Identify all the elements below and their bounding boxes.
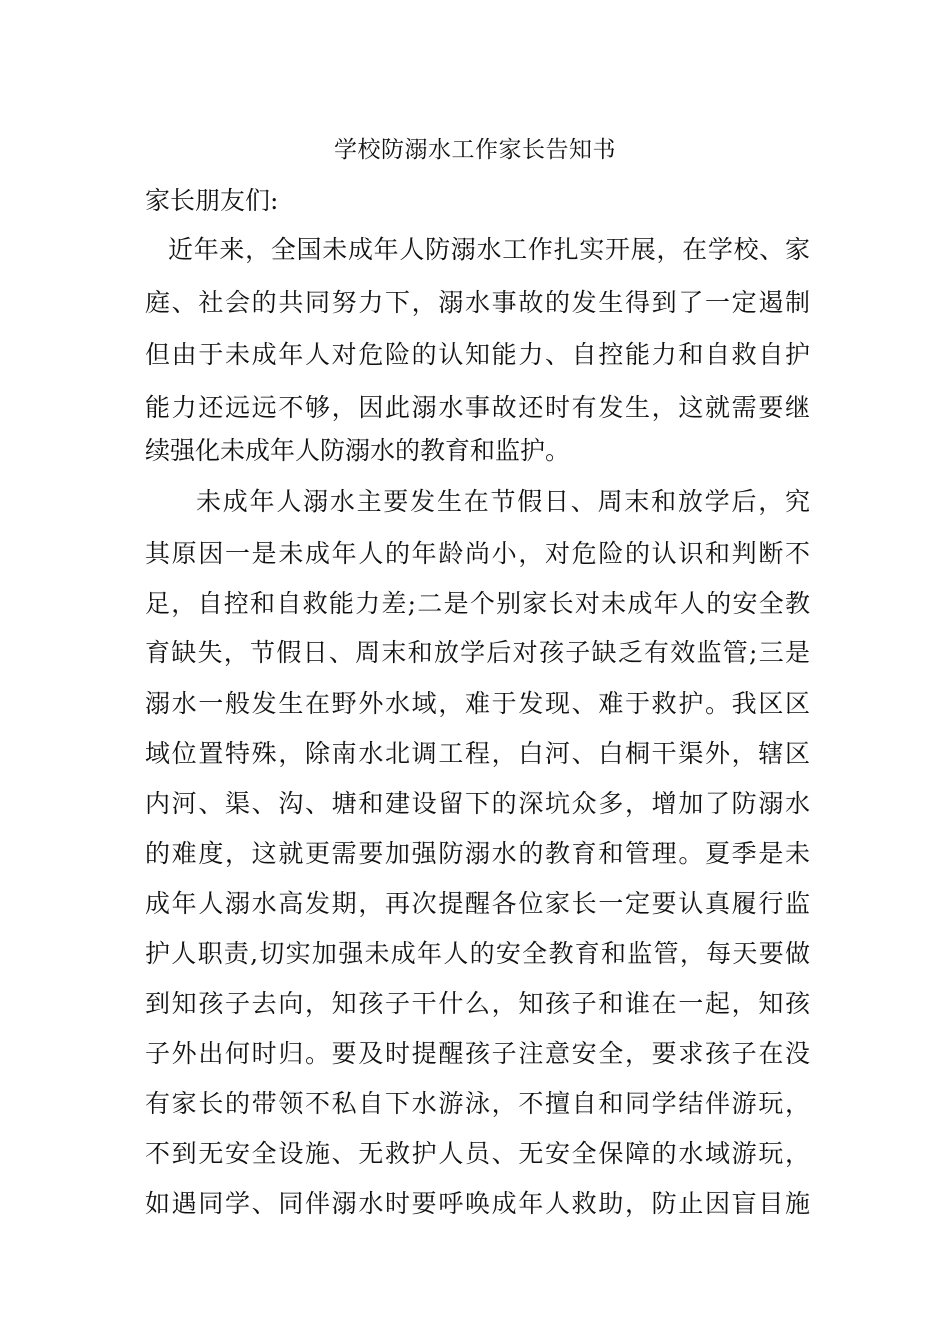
paragraph-2-line-13: 有家长的带领不私自下水游泳，不擅自和同学结伴游玩， xyxy=(145,1089,810,1118)
paragraph-2-line-9: 成年人溺水高发期，再次提醒各位家长一定要认真履行监 xyxy=(145,889,810,918)
paragraph-2-line-10: 护人职责,切实加强未成年人的安全教育和监管，每天要做 xyxy=(145,939,810,968)
paragraph-2-line-15: 如遇同学、同伴溺水时要呼唤成年人救助，防止因盲目施 xyxy=(145,1189,810,1218)
paragraph-2-line-7: 内河、渠、沟、塘和建设留下的深坑众多，增加了防溺水 xyxy=(145,789,810,818)
paragraph-1-line-3: 但由于未成年人对危险的认知能力、自控能力和自救自护 xyxy=(145,340,810,369)
paragraph-2-line-14: 不到无安全设施、无救护人员、无安全保障的水域游玩， xyxy=(145,1139,810,1168)
paragraph-2-line-4: 育缺失，节假日、周末和放学后对孩子缺乏有效监管;三是 xyxy=(145,638,810,667)
paragraph-2-line-1: 未成年人溺水主要发生在节假日、周末和放学后，究 xyxy=(196,487,810,516)
paragraph-2-line-12: 子外出何时归。要及时提醒孩子注意安全，要求孩子在没 xyxy=(145,1039,810,1068)
paragraph-2-line-8: 的难度，这就更需要加强防溺水的教育和管理。夏季是未 xyxy=(145,839,810,868)
paragraph-2-line-3: 足，自控和自救能力差;二是个别家长对未成年人的安全教 xyxy=(145,589,810,618)
paragraph-2-line-5: 溺水一般发生在野外水域，难于发现、难于救护。我区区 xyxy=(145,689,810,718)
paragraph-1-line-5: 续强化未成年人防溺水的教育和监护。 xyxy=(145,436,571,465)
paragraph-2-line-11: 到知孩子去向，知孩子干什么，知孩子和谁在一起，知孩 xyxy=(145,989,810,1018)
paragraph-1-line-2: 庭、社会的共同努力下，溺水事故的发生得到了一定遏制 xyxy=(145,288,810,317)
paragraph-2-line-6: 域位置特殊，除南水北调工程，白河、白桐干渠外，辖区 xyxy=(145,739,810,768)
document-title: 学校防溺水工作家长告知书 xyxy=(334,137,616,163)
paragraph-1-line-4: 能力还远远不够，因此溺水事故还时有发生，这就需要继 xyxy=(145,393,810,422)
paragraph-1-line-1: 近年来，全国未成年人防溺水工作扎实开展，在学校、家 xyxy=(168,235,810,264)
paragraph-2-line-2: 其原因一是未成年人的年龄尚小，对危险的认识和判断不 xyxy=(145,539,810,568)
salutation: 家长朋友们: xyxy=(145,186,279,215)
